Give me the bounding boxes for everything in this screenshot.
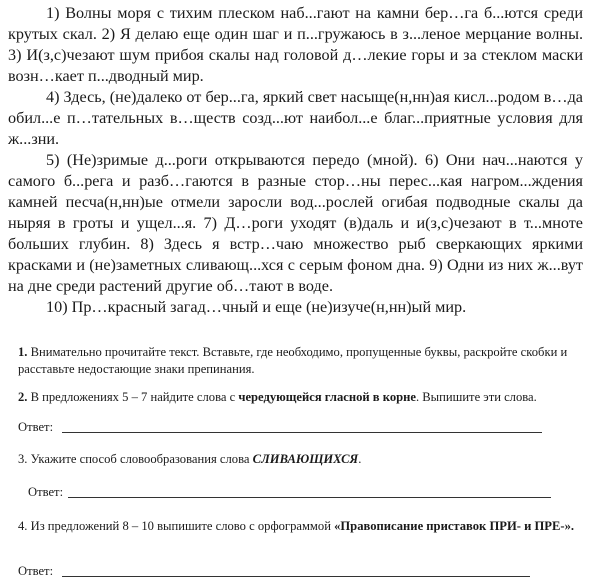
task-2-emphasis: чередующейся гласной в корне [238,390,416,404]
answer-label-3: Ответ: [28,485,64,499]
task-2-text-start: В предложениях 5 – 7 найдите слова с [27,390,239,404]
paragraph-1: 1) Волны моря с тихим плеском наб...гают на камни бер…га б...ются среди крутых скал. 2) Я делаю еще один шаг и п...гружаюсь в з...леное мерцание волны. 3) И(з,с)чезают шум прибоя скалы над головой д…лекие горы и за стеклом маски возн…кает п...дводный мир. [8,4,583,85]
paragraph-3: 5) (Не)зримые д...роги открываются передо (мной). 6) Они нач...наются у самого б...рега и разб…гаются в разные стор…ны перес...кая нагром...ждения камней песча(н,нн)ые отмели заросли вод...рослей огибая подводные скалы да ныряя в гроты и ущел...я. 7) Д…роги уходят (в)даль и и(з,с)чезают в т...мноте больших глубин. 8) Здесь я встр…чаю множество рыб сверкающих яркими красками и (не)заметных сливающ...хся с серым фоном дна. 9) Одни из них ж...вут на дне среди растений другие об…тают в воде. [8,151,583,295]
answer-label-2: Ответ: [18,420,54,434]
answer-field-2[interactable] [62,432,542,433]
task-3-text-end: . [358,452,362,466]
answer-field-4[interactable] [62,576,530,577]
task-3-word: СЛИВАЮЩИХСЯ [252,452,359,466]
task-1 [18,344,583,378]
task-3-text-start: 3. Укажите способ словообразования слова [18,452,253,466]
task-2-number: 2. [18,390,28,404]
task-2-text-end: . Выпишите эти слова. [415,390,537,404]
answer-line-2 [18,419,53,436]
task-4 [18,518,583,535]
answer-line-4 [18,563,53,580]
task-4-text: 4. Из предложений 8 – 10 выпишите слово с орфограммой [18,519,335,533]
task-1-text: Внимательно прочитайте текст. Вставьте, где необходимо, пропущенные буквы, раскройте скобки и расставьте недостающие знаки препинания. [18,345,568,376]
paragraph-4: 10) Пр…красный загад…чный и еще (не)изуче(н,нн)ый мир. [46,298,467,316]
answer-field-3[interactable] [68,497,551,498]
task-3 [18,451,583,468]
answer-label-4: Ответ: [18,564,54,578]
paragraph-2: 4) Здесь, (не)далеко от бер...га, яркий свет насыще(н,нн)ая кисл...родом в…да обил...е п…тательных в…ществ созд...ют наибол...е благ...приятные условия для ж...зни. [8,88,583,148]
reading-text [8,3,583,318]
answer-line-3 [28,484,63,501]
task-2 [18,389,583,406]
task-1-number: 1. [18,345,28,359]
task-4-emphasis: «Правописание приставок ПРИ- и ПРЕ-». [334,519,575,533]
